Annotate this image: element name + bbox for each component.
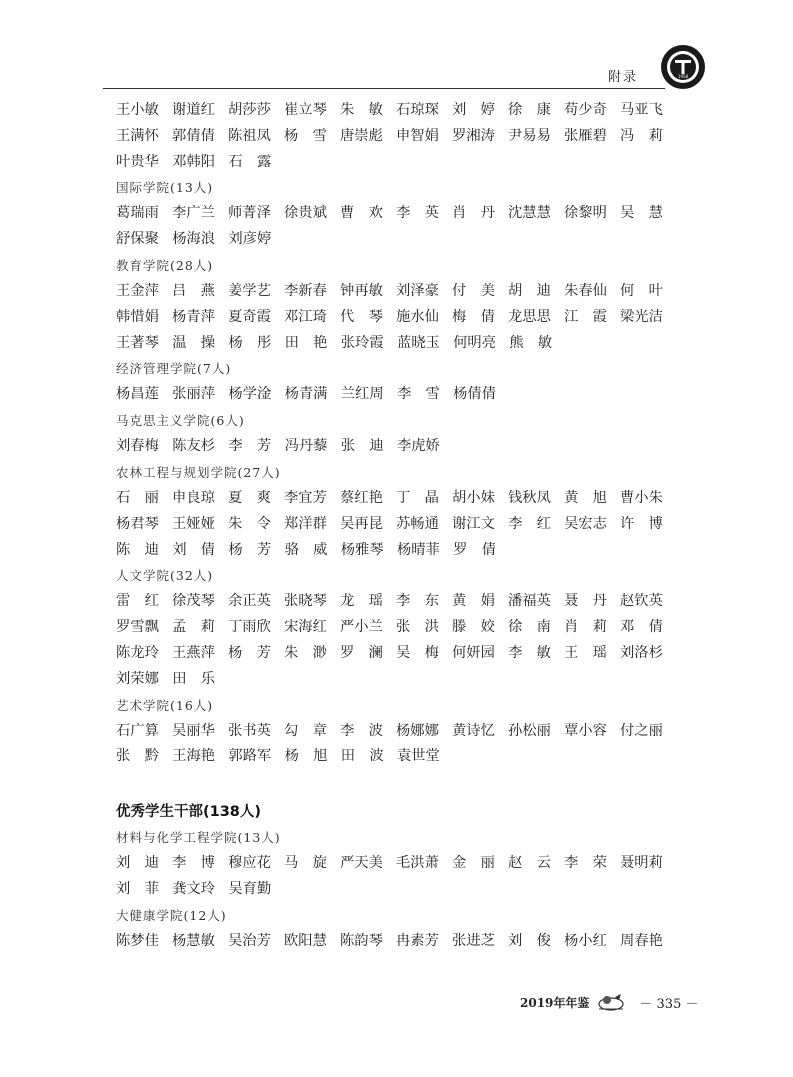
yearbook-emblem-icon xyxy=(595,991,627,1013)
student-name: 李 英 xyxy=(396,205,439,222)
student-name: 张 洪 xyxy=(396,619,439,636)
student-name: 吴 梅 xyxy=(396,644,439,661)
student-name: 杨倩倩 xyxy=(453,386,497,403)
student-name: 刘洛杉 xyxy=(620,644,663,661)
student-name: 钱秋凤 xyxy=(508,489,551,506)
student-name: 吴育勤 xyxy=(228,880,272,897)
student-name: 刘泽豪 xyxy=(396,282,439,299)
student-name: 杨 彤 xyxy=(228,334,272,351)
student-name: 施水仙 xyxy=(396,308,439,325)
student-name: 苏畅通 xyxy=(396,515,439,532)
student-name: 申良琼 xyxy=(172,489,215,506)
name-row xyxy=(116,719,676,745)
student-name: 代 琴 xyxy=(340,308,383,325)
name-row xyxy=(116,877,676,903)
student-name: 田 乐 xyxy=(172,670,216,687)
student-name: 毛洪萧 xyxy=(396,855,439,872)
student-name: 聂 丹 xyxy=(564,593,607,610)
student-name: 李新春 xyxy=(284,282,327,299)
student-name: 唐崇彪 xyxy=(340,127,383,144)
student-name: 罗雪飘 xyxy=(116,619,159,636)
student-name: 陈友杉 xyxy=(172,438,216,455)
student-name: 杨小红 xyxy=(564,932,607,949)
student-name: 刘 菲 xyxy=(116,880,159,897)
student-name: 邓韩阳 xyxy=(172,153,216,170)
student-name: 孙松丽 xyxy=(508,722,551,739)
student-name: 陈龙玲 xyxy=(116,644,159,661)
student-name: 曹小朱 xyxy=(620,489,663,506)
student-name: 杨 雪 xyxy=(284,127,327,144)
student-name: 李 雪 xyxy=(396,386,440,403)
student-name: 吕 燕 xyxy=(172,282,215,299)
student-name: 梅 倩 xyxy=(452,308,495,325)
student-name: 沈慧慧 xyxy=(508,205,551,222)
student-name: 龙思思 xyxy=(508,308,551,325)
student-name: 谢道红 xyxy=(172,102,215,118)
student-name: 苟少奇 xyxy=(564,102,607,118)
student-name: 兰红周 xyxy=(340,386,384,403)
student-name: 姜学艺 xyxy=(228,282,271,299)
student-name: 崔立琴 xyxy=(284,102,327,118)
student-name: 李宜芳 xyxy=(284,489,327,506)
student-name: 刘 迪 xyxy=(116,855,159,872)
student-name: 徐贵斌 xyxy=(284,205,327,222)
student-name: 熊 敏 xyxy=(509,334,553,351)
student-name: 朱 令 xyxy=(228,515,271,532)
student-name: 杨青萍 xyxy=(172,308,215,325)
student-name: 雷 红 xyxy=(116,593,159,610)
student-name: 肖 丹 xyxy=(452,205,495,222)
student-name: 金 丽 xyxy=(452,855,495,872)
student-name: 曹 欢 xyxy=(340,205,383,222)
student-name: 钟再敏 xyxy=(340,282,383,299)
college-heading: 大健康学院(12人) xyxy=(116,907,227,923)
student-name: 刘彦婷 xyxy=(228,231,272,248)
student-name: 胡小妹 xyxy=(452,489,495,506)
name-row xyxy=(116,279,676,305)
student-name: 何明亮 xyxy=(453,334,497,351)
student-name: 刘春梅 xyxy=(116,438,159,455)
student-name: 龚文玲 xyxy=(172,880,216,897)
student-name: 滕 姣 xyxy=(452,619,495,636)
student-name: 宋海红 xyxy=(284,619,327,636)
student-name: 张玲霞 xyxy=(340,334,384,351)
student-name: 吴再昆 xyxy=(340,515,383,532)
university-logo-icon xyxy=(660,44,706,90)
student-name: 严小兰 xyxy=(340,619,383,636)
student-name: 郭路军 xyxy=(228,748,272,765)
student-name: 何妍园 xyxy=(452,644,495,661)
name-row xyxy=(116,641,676,667)
student-name: 张晓琴 xyxy=(284,593,327,610)
student-name: 朱春仙 xyxy=(564,282,607,299)
student-name: 马 旋 xyxy=(284,855,327,872)
student-name: 覃小容 xyxy=(564,722,607,739)
student-name: 徐黎明 xyxy=(564,205,607,222)
student-name: 赵钦英 xyxy=(620,593,663,610)
student-name: 王小敏 xyxy=(116,102,159,118)
document-body xyxy=(116,98,676,955)
college-heading: 人文学院(32人) xyxy=(116,568,214,584)
student-name: 刘 婷 xyxy=(452,102,495,118)
student-name: 石 露 xyxy=(228,153,272,170)
student-name: 徐茂琴 xyxy=(172,593,215,610)
student-name: 刘 俊 xyxy=(508,932,551,949)
student-name: 王著琴 xyxy=(116,334,159,351)
award-category-heading: 优秀学生干部(138人) xyxy=(116,804,262,821)
student-name: 舒保聚 xyxy=(116,231,159,248)
student-name: 赵 云 xyxy=(508,855,551,872)
name-row xyxy=(116,512,676,538)
student-name: 龙 瑶 xyxy=(340,593,383,610)
student-name: 杨 旭 xyxy=(284,748,328,765)
student-name: 黄 娟 xyxy=(452,593,495,610)
student-name: 陈祖凤 xyxy=(228,127,271,144)
student-name: 师菁泽 xyxy=(228,205,271,222)
student-name: 杨昌莲 xyxy=(116,386,159,403)
student-name: 王满怀 xyxy=(116,127,159,144)
student-name: 杨 芳 xyxy=(228,541,272,558)
section-spacer xyxy=(116,770,676,799)
name-row xyxy=(116,201,676,227)
student-name: 严天美 xyxy=(340,855,383,872)
student-name: 吴 慧 xyxy=(620,205,663,222)
student-name: 李 博 xyxy=(172,855,215,872)
student-name: 杨晴菲 xyxy=(396,541,440,558)
student-name: 王海艳 xyxy=(172,748,216,765)
name-row xyxy=(116,331,676,357)
student-name: 冉素芳 xyxy=(396,932,439,949)
student-name: 张丽萍 xyxy=(172,386,216,403)
student-name: 黄诗忆 xyxy=(452,722,495,739)
student-name: 王金萍 xyxy=(116,282,159,299)
student-name: 王 瑶 xyxy=(564,644,607,661)
student-name: 李 敏 xyxy=(508,644,551,661)
student-name: 丁 晶 xyxy=(396,489,439,506)
college-heading: 艺术学院(16人) xyxy=(116,697,214,713)
name-row xyxy=(116,538,676,564)
student-name: 田 波 xyxy=(340,748,384,765)
student-name: 陈梦佳 xyxy=(116,932,159,949)
student-name: 田 艳 xyxy=(284,334,328,351)
student-name: 张进芝 xyxy=(452,932,495,949)
student-name: 骆 威 xyxy=(284,541,328,558)
student-name: 蓝晓玉 xyxy=(396,334,440,351)
student-name: 冯丹藜 xyxy=(284,438,328,455)
header-rule xyxy=(103,88,665,89)
student-name: 夏 爽 xyxy=(228,489,271,506)
student-name: 黄 旭 xyxy=(564,489,607,506)
student-name: 吴治芳 xyxy=(228,932,271,949)
student-name: 蔡红艳 xyxy=(340,489,383,506)
name-row xyxy=(116,667,676,693)
student-name: 邓 倩 xyxy=(620,619,663,636)
student-name: 郑洋群 xyxy=(284,515,327,532)
name-row xyxy=(116,305,676,331)
name-row xyxy=(116,434,676,460)
student-name: 罗 澜 xyxy=(340,644,383,661)
student-name: 李 荣 xyxy=(564,855,607,872)
student-name: 杨学淦 xyxy=(228,386,272,403)
student-name: 邓江琦 xyxy=(284,308,327,325)
student-name: 郭倩倩 xyxy=(172,127,215,144)
student-name: 梁光洁 xyxy=(620,308,663,325)
student-name: 勾 章 xyxy=(284,722,327,739)
student-name: 胡 迪 xyxy=(508,282,551,299)
student-name: 石琼琛 xyxy=(396,102,439,118)
name-row xyxy=(116,124,676,150)
section-label: 附录 xyxy=(608,70,639,85)
name-row xyxy=(116,98,676,124)
student-name: 李虎娇 xyxy=(396,438,440,455)
name-row xyxy=(116,382,676,408)
student-name: 王燕萍 xyxy=(172,644,215,661)
student-name: 葛瑞雨 xyxy=(116,205,159,222)
college-heading: 教育学院(28人) xyxy=(116,257,214,273)
student-name: 欧阳慧 xyxy=(284,932,327,949)
student-name: 朱 敏 xyxy=(340,102,383,118)
name-row xyxy=(116,227,676,253)
student-name: 罗湘涛 xyxy=(452,127,495,144)
student-name: 李 芳 xyxy=(228,438,272,455)
student-name: 丁雨欣 xyxy=(228,619,271,636)
student-name: 夏奇霞 xyxy=(228,308,271,325)
name-row xyxy=(116,744,676,770)
student-name: 刘 倩 xyxy=(172,541,216,558)
name-row xyxy=(116,486,676,512)
college-heading: 国际学院(13人) xyxy=(116,180,214,196)
student-name: 叶贵华 xyxy=(116,153,159,170)
student-name: 杨 芳 xyxy=(228,644,271,661)
student-name: 朱 渺 xyxy=(284,644,327,661)
college-heading: 马克思主义学院(6人) xyxy=(116,413,245,429)
name-row xyxy=(116,615,676,641)
college-heading: 农林工程与规划学院(27人) xyxy=(116,464,281,480)
student-name: 江 霞 xyxy=(564,308,607,325)
student-name: 穆应花 xyxy=(228,855,271,872)
student-name: 石广算 xyxy=(116,722,159,739)
student-name: 杨君琴 xyxy=(116,515,159,532)
student-name: 陈韵琴 xyxy=(340,932,383,949)
student-name: 李广兰 xyxy=(172,205,215,222)
student-name: 袁世堂 xyxy=(396,748,440,765)
page-footer xyxy=(520,990,720,1014)
college-heading: 材料与化学工程学院(13人) xyxy=(116,830,281,846)
student-name: 吴宏志 xyxy=(564,515,607,532)
student-name: 李 波 xyxy=(340,722,383,739)
logo-year: 1958 xyxy=(677,74,689,79)
student-name: 余正英 xyxy=(228,593,271,610)
student-name: 尹易易 xyxy=(508,127,551,144)
student-name: 肖 莉 xyxy=(564,619,607,636)
student-name: 徐 南 xyxy=(508,619,551,636)
student-name: 周春艳 xyxy=(620,932,663,949)
name-row xyxy=(116,589,676,615)
student-name: 杨青满 xyxy=(284,386,328,403)
student-name: 谢江文 xyxy=(452,515,495,532)
student-name: 许 博 xyxy=(620,515,663,532)
college-heading: 经济管理学院(7人) xyxy=(116,361,232,377)
page-number: － 335 － xyxy=(639,996,699,1012)
yearbook-label: 2019年年鉴 xyxy=(520,995,590,1010)
student-name: 徐 康 xyxy=(508,102,551,118)
student-name: 杨娜娜 xyxy=(396,722,439,739)
student-name: 杨慧敏 xyxy=(172,932,215,949)
student-name: 刘荣娜 xyxy=(116,670,159,687)
student-name: 申智娟 xyxy=(396,127,439,144)
student-name: 杨海浪 xyxy=(172,231,216,248)
student-name: 潘福英 xyxy=(508,593,551,610)
student-name: 吴丽华 xyxy=(172,722,215,739)
name-row xyxy=(116,929,676,955)
student-name: 王娅娅 xyxy=(172,515,215,532)
student-name: 冯 莉 xyxy=(620,127,663,144)
student-name: 韩惜娟 xyxy=(116,308,159,325)
student-name: 何 叶 xyxy=(620,282,663,299)
name-row xyxy=(116,851,676,877)
student-name: 聂明莉 xyxy=(620,855,663,872)
student-name: 付 美 xyxy=(452,282,495,299)
student-name: 李 东 xyxy=(396,593,439,610)
student-name: 孟 莉 xyxy=(172,619,215,636)
student-name: 杨雅琴 xyxy=(340,541,384,558)
student-name: 张书英 xyxy=(228,722,271,739)
student-name: 陈 迪 xyxy=(116,541,159,558)
name-row xyxy=(116,150,676,176)
student-name: 马亚飞 xyxy=(620,102,663,118)
student-name: 罗 倩 xyxy=(453,541,497,558)
student-name: 石 丽 xyxy=(116,489,159,506)
student-name: 张 黔 xyxy=(116,748,159,765)
student-name: 温 操 xyxy=(172,334,216,351)
student-name: 李 红 xyxy=(508,515,551,532)
student-name: 张雁碧 xyxy=(564,127,607,144)
student-name: 胡莎莎 xyxy=(228,102,271,118)
student-name: 付之丽 xyxy=(620,722,663,739)
student-name: 张 迪 xyxy=(340,438,384,455)
